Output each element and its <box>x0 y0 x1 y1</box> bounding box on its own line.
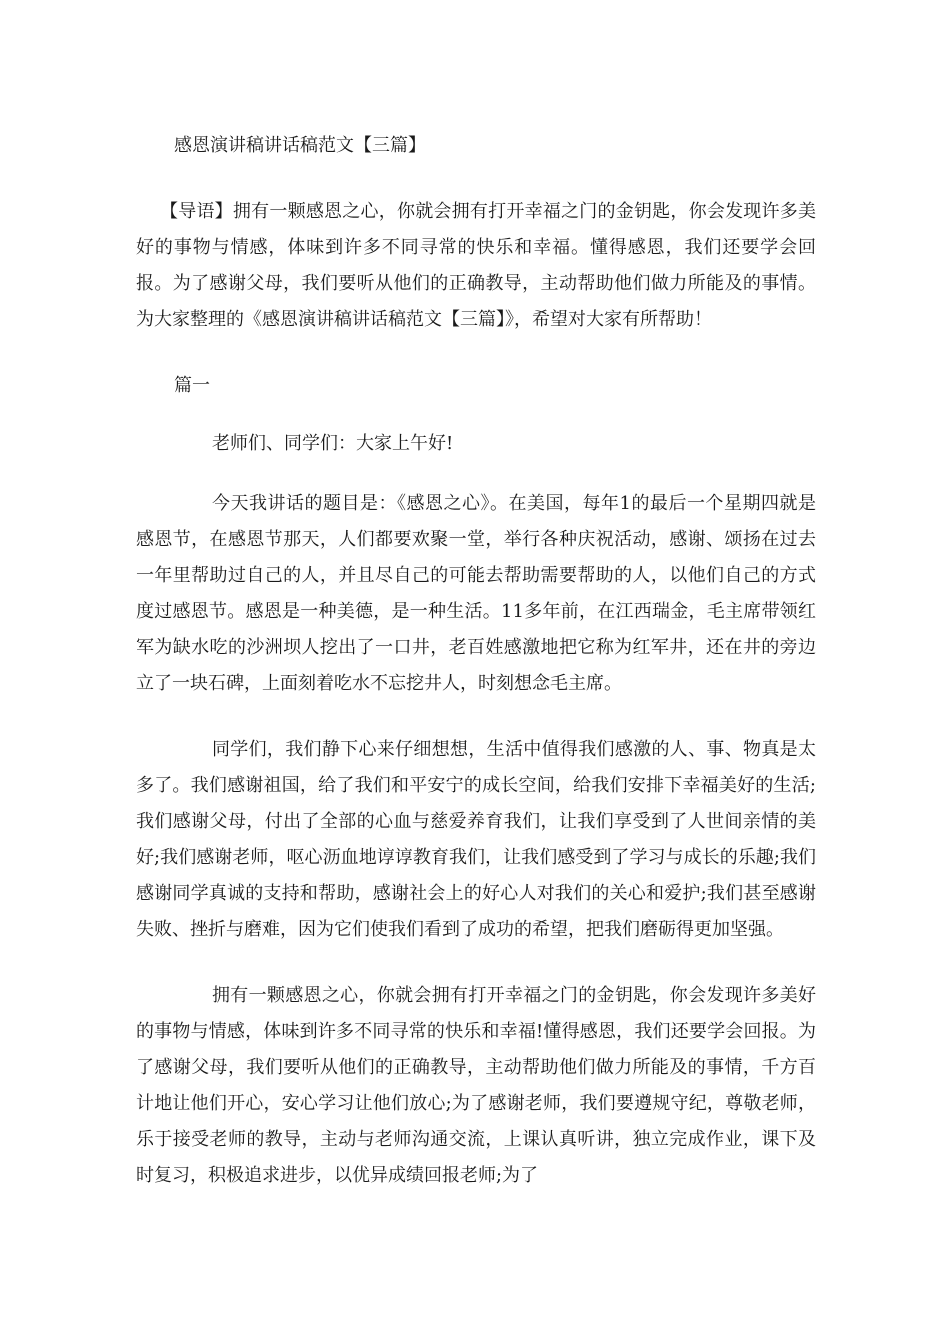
section-label: 篇一 <box>174 375 210 396</box>
intro-paragraph: 【导语】拥有一颗感恩之心，你就会拥有打开幸福之门的金钥匙，你会发现许多美好的事物与情感，体味到许多不同寻常的快乐和幸福。懂得感恩，我们还要学会回报。为了感谢父母，我们要听从他们的正确教导，主动帮助他们做力所能及的事情。为大家整理的《感恩演讲稿讲话稿范文【三篇】》，希望对大家有所帮助！ <box>136 201 816 330</box>
document-title: 感恩演讲稿讲话稿范文【三篇】 <box>174 135 426 156</box>
document-body <box>136 128 816 1224</box>
body-paragraph: 今天我讲话的题目是：《感恩之心》。在美国，每年1的最后一个星期四就是感恩节，在感恩节那天，人们都要欢聚一堂，举行各种庆祝活动，感谢、颂扬在过去一年里帮助过自己的人，并且尽自己的可能去帮助需要帮助的人，以他们自己的方式度过感恩节。感恩是一种美德，是一种生活。11多年前，在江西瑞金，毛主席带领红军为缺水吃的沙洲坝人挖出了一口井，老百姓感激地把它称为红军井，还在井的旁边立了一块石碑，上面刻着吃水不忘挖井人，时刻想念毛主席。 <box>136 493 816 694</box>
body-paragraph: 拥有一颗感恩之心，你就会拥有打开幸福之门的金钥匙，你会发现许多美好的事物与情感，体味到许多不同寻常的快乐和幸福!懂得感恩，我们还要学会回报。为了感谢父母，我们要听从他们的正确教导，主动帮助他们做力所能及的事情，千方百计地让他们开心，安心学习让他们放心;为了感谢老师，我们要遵规守纪，尊敬老师，乐于接受老师的教导，主动与老师沟通交流，上课认真听讲，独立完成作业，课下及时复习，积极追求进步，以优异成绩回报老师;为了 <box>136 985 816 1186</box>
body-paragraph: 同学们，我们静下心来仔细想想，生活中值得我们感激的人、事、物真是太多了。我们感谢祖国，给了我们和平安宁的成长空间，给我们安排下幸福美好的生活;我们感谢父母，付出了全部的心血与慈爱养育我们，让我们享受到了人世间亲情的美好;我们感谢老师，呕心沥血地谆谆教育我们，让我们感受到了学习与成长的乐趣;我们感谢同学真诚的支持和帮助，感谢社会上的好心人对我们的关心和爱护;我们甚至感谢失败、挫折与磨难，因为它们使我们看到了成功的希望，把我们磨砺得更加坚强。 <box>136 739 816 940</box>
greeting-line: 老师们、同学们：大家上午好! <box>212 433 454 454</box>
